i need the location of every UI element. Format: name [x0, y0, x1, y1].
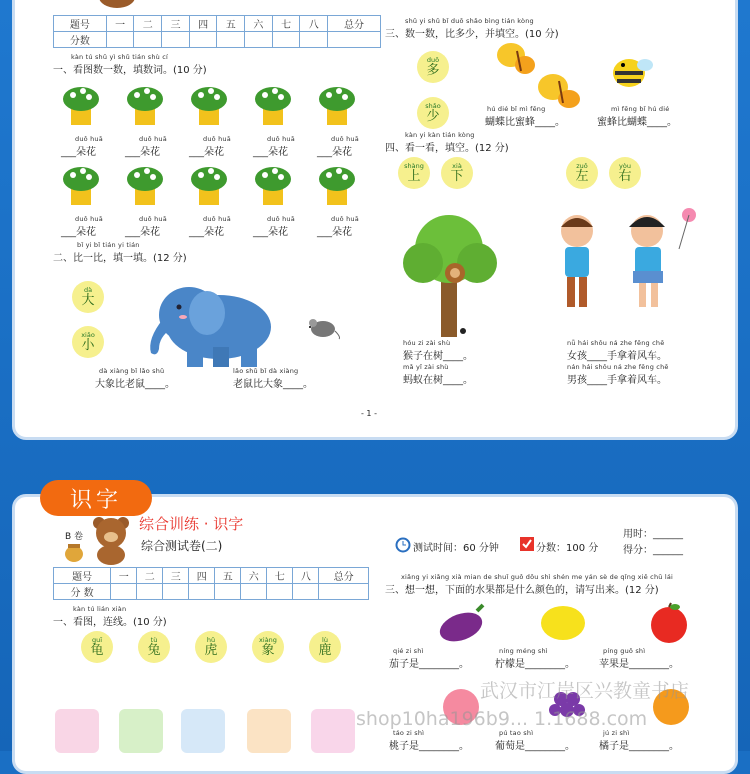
section-title: 一、看图，连线。(10 分) [53, 617, 167, 628]
line-pinyin: lǎo shǔ bǐ dà xiàng [233, 367, 299, 375]
line-pinyin: hóu zi zài shù [403, 339, 451, 347]
char-badge [138, 631, 170, 663]
flower-pinyin: duǒ huā [267, 215, 295, 223]
flower-pinyin: duǒ huā [331, 135, 359, 143]
flower-pot-image [187, 79, 227, 125]
flower-pinyin: duǒ huā [75, 215, 103, 223]
fruit-color-blank: 柠檬是________。 [495, 659, 575, 670]
section-tag: 识字 [40, 480, 152, 516]
flower-count-blank: ___朵花 [61, 147, 96, 158]
char-badge [252, 631, 284, 663]
badge-pinyin: duō [426, 55, 440, 64]
page-number: - 1 - [361, 409, 377, 418]
char-badge-right [609, 157, 641, 189]
section-pinyin: kàn yi kàn tián kòng [405, 131, 475, 139]
tiger-card [247, 709, 291, 753]
fill-line: 男孩____手拿着风车。 [567, 375, 667, 386]
score-header-cell: 总分 [319, 568, 369, 584]
fruit-pinyin: qié zi shì [393, 647, 424, 655]
flower-count-blank: ___朵花 [253, 227, 288, 238]
flower-pinyin: duǒ huā [203, 215, 231, 223]
char-badge-up [398, 157, 430, 189]
line-pinyin: mì fēng bǐ hú dié [611, 105, 670, 113]
score-row-label: 分 数 [54, 584, 111, 600]
fill-line: 猴子在树____。 [403, 351, 473, 362]
score-table [53, 567, 369, 600]
tree-monkey-image [399, 211, 499, 339]
badge-pinyin: yòu [619, 161, 631, 170]
score-field: 得分：______ [623, 545, 683, 556]
flower-pinyin: duǒ huā [75, 135, 103, 143]
score-header-cell: 四 [189, 16, 217, 32]
badge-pinyin: lù [322, 635, 328, 644]
section-pinyin: kàn tú lián xiàn [73, 605, 127, 613]
badge-pinyin: guī [91, 635, 103, 644]
badge-char: 龟 [90, 642, 104, 658]
flower-count-blank: ___朵花 [61, 227, 96, 238]
badge-char: 虎 [204, 642, 218, 658]
flower-pot-image [251, 79, 291, 125]
clock-icon [395, 537, 411, 553]
flower-pinyin: duǒ huā [203, 135, 231, 143]
score-header-cell: 二 [137, 568, 163, 584]
flower-count-blank: ___朵花 [317, 147, 352, 158]
line-pinyin: nǚ hái shǒu ná zhe fēng chē [567, 339, 665, 347]
badge-char: 多 [426, 62, 440, 78]
eggplant-image [435, 601, 487, 645]
fruit-color-blank: 葡萄是________。 [495, 741, 575, 752]
fill-line: 蝴蝶比蜜蜂____。 [485, 117, 565, 128]
section-title: 一、看图数一数，填数词。(10 分) [53, 65, 207, 76]
char-badge [195, 631, 227, 663]
char-badge [309, 631, 341, 663]
flower-pot-image [251, 159, 291, 205]
worksheet-page-1 [12, 0, 738, 440]
badge-pinyin: xiàng [259, 635, 277, 644]
score-header-cell: 八 [293, 568, 319, 584]
time-used-field: 用时：______ [623, 529, 683, 540]
page-title: 综合训练 · 识字 [139, 515, 244, 533]
fruit-color-blank: 苹果是________。 [599, 659, 679, 670]
score-header-cell: 八 [300, 16, 328, 32]
flower-pot-image [59, 159, 99, 205]
fruit-color-blank: 桃子是________。 [389, 741, 469, 752]
badge-char: 象 [261, 642, 275, 658]
flower-count-blank: ___朵花 [125, 227, 160, 238]
bear-icon [87, 513, 135, 565]
elephant-image [137, 279, 277, 369]
bear-icon [97, 0, 137, 9]
fruit-color-blank: 橘子是________。 [599, 741, 679, 752]
flower-count-blank: ___朵花 [189, 147, 224, 158]
honey-pot-icon [63, 541, 85, 563]
score-header-cell: 七 [267, 568, 293, 584]
fruit-pinyin: pú tao shì [499, 729, 534, 737]
flower-pot-image [315, 79, 355, 125]
flower-count-blank: ___朵花 [253, 147, 288, 158]
apple-image [643, 601, 695, 645]
section-pinyin: xiǎng yi xiǎng xià mian de shuǐ guǒ dōu shì shén me yán sè de qǐng xiě chū lái [401, 573, 674, 581]
flower-count-blank: ___朵花 [317, 227, 352, 238]
score-header-cell: 三 [162, 16, 190, 32]
flower-pot-image [123, 79, 163, 125]
watermark-text: 武汉市江岸区兴教童书店 [480, 680, 690, 702]
badge-pinyin: hǔ [206, 635, 216, 644]
deer-card [55, 709, 99, 753]
char-badge-few [417, 97, 449, 129]
char-badge-big [72, 281, 104, 313]
badge-char: 上 [407, 168, 421, 184]
fill-line: 大象比老鼠____。 [95, 379, 175, 390]
char-badge [81, 631, 113, 663]
score-row-label: 分数 [54, 32, 107, 48]
section-title: 二、比一比，填一填。(12 分) [53, 253, 187, 264]
page-subtitle: 综合测试卷(二) [141, 539, 223, 553]
score-header-cell: 五 [215, 568, 241, 584]
flower-pot-image [187, 159, 227, 205]
badge-char: 下 [450, 168, 464, 184]
line-pinyin: dà xiàng bǐ lǎo shǔ [99, 367, 165, 375]
badge-char: 鹿 [318, 642, 332, 658]
fruit-pinyin: píng guǒ shì [603, 647, 646, 655]
score-header-cell: 一 [111, 568, 137, 584]
flower-pot-image [59, 79, 99, 125]
turtle-card [119, 709, 163, 753]
badge-pinyin: dà [83, 285, 93, 294]
score-header-cell: 总分 [328, 16, 381, 32]
section-pinyin: shǔ yi shǔ bǐ duō shǎo bìng tián kòng [405, 17, 534, 25]
flower-pot-image [315, 159, 355, 205]
score-table [53, 15, 381, 48]
fruit-color-blank: 茄子是________。 [389, 659, 469, 670]
score-header-cell: 五 [217, 16, 245, 32]
flower-pot-image [123, 159, 163, 205]
section-pinyin: bǐ yi bǐ tián yi tián [77, 241, 140, 249]
line-pinyin: hú dié bǐ mì fēng [487, 105, 546, 113]
section-pinyin: kàn tú shǔ yì shǔ tián shù cí [71, 53, 169, 61]
watermark-url: shop10ha196b9... 1.1688.com [356, 708, 648, 730]
checkmark-icon [520, 537, 534, 551]
lemon-image [537, 601, 589, 645]
fill-line: 蚂蚁在树____。 [403, 375, 473, 386]
score-header-cell: 七 [272, 16, 300, 32]
char-badge-down [441, 157, 473, 189]
fruit-pinyin: jú zi shì [603, 729, 630, 737]
fruit-pinyin: níng méng shì [499, 647, 548, 655]
mouse-image [303, 313, 343, 341]
badge-char: 大 [81, 292, 95, 308]
fill-line: 老鼠比大象____。 [233, 379, 313, 390]
fill-line: 女孩____手拿着风车。 [567, 351, 667, 362]
total-score: 分数：100 分 [536, 543, 599, 554]
line-pinyin: nán hái shǒu ná zhe fēng chē [567, 363, 669, 371]
badge-pinyin: tù [150, 635, 158, 644]
badge-pinyin: zuǒ [576, 161, 588, 170]
flower-pinyin: duǒ huā [139, 135, 167, 143]
score-header-cell: 六 [245, 16, 273, 32]
score-header-cell: 题号 [54, 568, 111, 584]
score-header-cell: 六 [241, 568, 267, 584]
bee-image [605, 43, 655, 93]
section-title: 三、想一想，下面的水果都是什么颜色的，请写出来。(12 分) [385, 585, 659, 596]
badge-char: 少 [426, 108, 440, 124]
score-header-cell: 二 [134, 16, 162, 32]
section-title: 四、看一看，填空。(12 分) [385, 143, 509, 154]
char-badge-small [72, 326, 104, 358]
flower-pinyin: duǒ huā [139, 215, 167, 223]
fruit-pinyin: táo zi shì [393, 729, 425, 737]
kids-windmill-image [539, 205, 699, 325]
fill-line: 蜜蜂比蝴蝶____。 [597, 117, 677, 128]
badge-char: 兔 [147, 642, 161, 658]
worksheet-page-2 [12, 494, 738, 774]
volume-label: B 卷 [65, 532, 84, 542]
test-time: 测试时间：60 分钟 [413, 543, 499, 554]
score-header-cell: 四 [189, 568, 215, 584]
flower-pinyin: duǒ huā [267, 135, 295, 143]
flower-count-blank: ___朵花 [189, 227, 224, 238]
char-badge-many [417, 51, 449, 83]
score-header-cell: 题号 [54, 16, 107, 32]
char-badge-left [566, 157, 598, 189]
line-pinyin: mǎ yǐ zài shù [403, 363, 449, 371]
badge-char: 左 [575, 168, 589, 184]
score-header-cell: 一 [106, 16, 134, 32]
score-header-cell: 三 [163, 568, 189, 584]
section-title: 三、数一数，比多少，并填空。(10 分) [385, 29, 559, 40]
rabbit-card [311, 709, 355, 753]
badge-pinyin: shǎo [425, 101, 441, 110]
elephant-card [181, 709, 225, 753]
flower-pinyin: duǒ huā [331, 215, 359, 223]
badge-char: 小 [81, 337, 95, 353]
badge-pinyin: shàng [404, 161, 424, 170]
badge-char: 右 [618, 168, 632, 184]
badge-pinyin: xià [452, 161, 462, 170]
flower-count-blank: ___朵花 [125, 147, 160, 158]
badge-pinyin: xiǎo [81, 330, 95, 339]
